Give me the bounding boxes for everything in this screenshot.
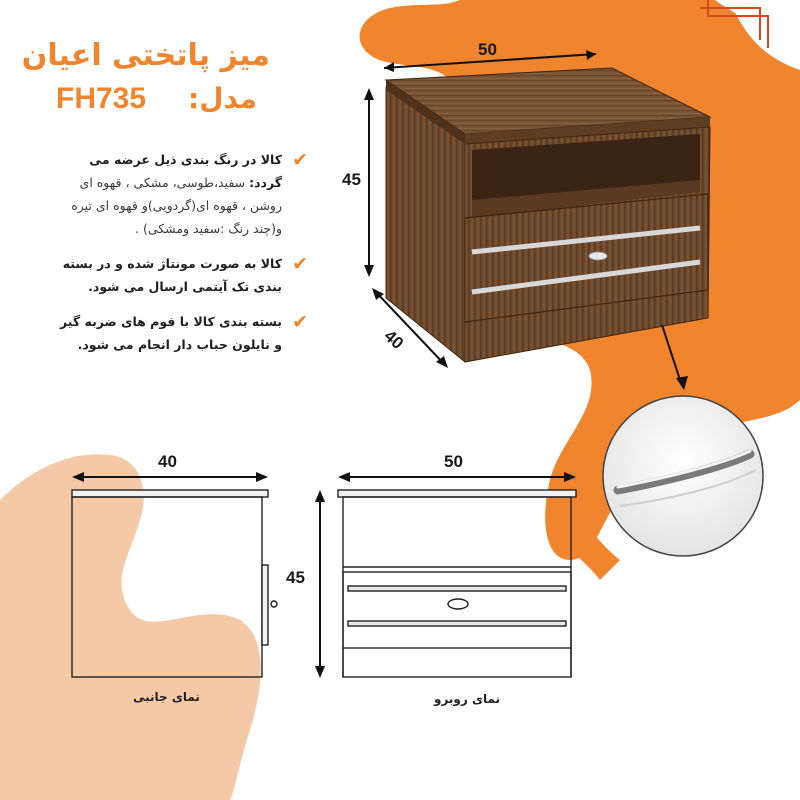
iso-height-label: 45 <box>342 170 361 189</box>
check-icon: ✔ <box>292 149 308 171</box>
product-title: میز پاتختی اعیان <box>21 38 270 73</box>
feature-item: ✔ کالا به صورت مونتاژ شده و در بسته بندی تک آیتمی ارسال می شود. <box>62 253 308 294</box>
feature-item: ✔ کالا در رنگ بندی ذیل عرضه می گردد: سفید،طوسی، مشکی ، قهوه ای روشن ، قهوه ای(گردویی)و قهوه ای تیره و(چند رنگ :سفید ومشکی) . <box>71 149 308 236</box>
front-view-drawing <box>338 490 576 677</box>
front-height-label: 45 <box>286 568 305 587</box>
check-icon: ✔ <box>292 311 308 333</box>
front-height-arrow <box>315 490 325 678</box>
front-width-label: 50 <box>444 452 463 471</box>
features-list <box>60 148 308 368</box>
iso-width-label: 50 <box>478 40 497 59</box>
side-depth-label: 40 <box>158 452 177 471</box>
side-view-label: نمای جانبی <box>133 690 200 704</box>
front-view-label: نمای روبرو <box>434 692 501 706</box>
feature-item: ✔ بسته بندی کالا با فوم های ضربه گیر و نایلون حباب دار انجام می شود. <box>60 311 308 352</box>
check-icon: ✔ <box>292 253 308 275</box>
front-width-arrow <box>338 472 576 482</box>
model-code: FH735 <box>56 82 147 115</box>
model-label: مدل: <box>188 82 258 115</box>
side-width-arrow <box>72 472 268 482</box>
iso-depth-label: 40 <box>380 326 408 354</box>
side-view-drawing <box>72 490 277 677</box>
